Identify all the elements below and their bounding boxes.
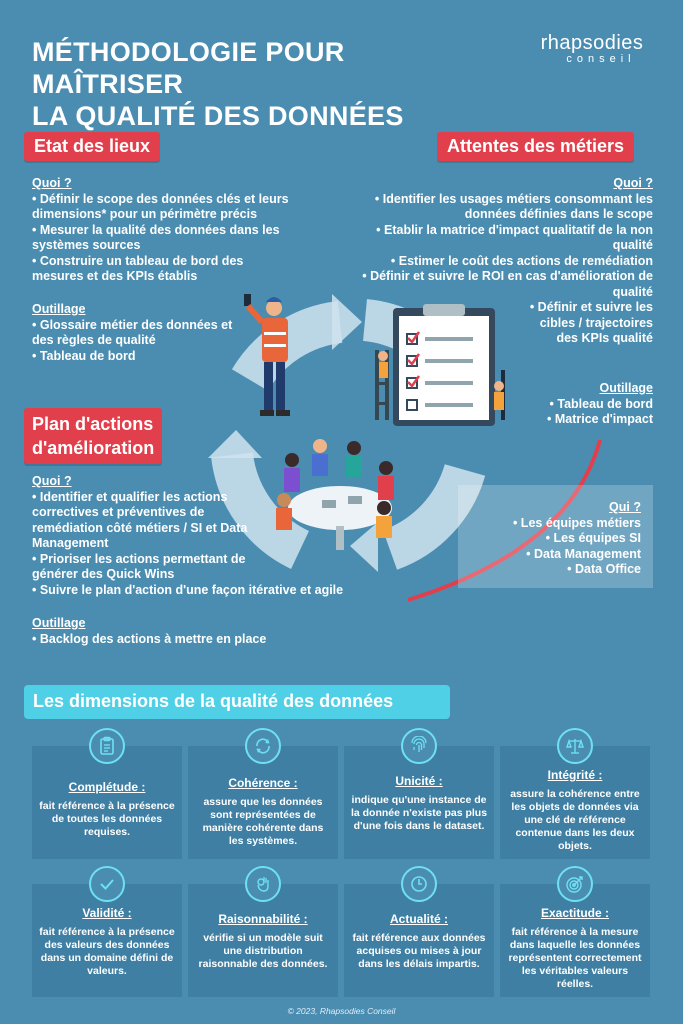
attentes-quoi-item: • Estimer le coût des actions de remédiation [390,253,653,268]
plan-outillage-heading: Outillage [32,616,86,630]
plan-quoi-item: • Prioriser les actions permettant de générer des Quick Wins [32,551,246,581]
dimension-description: assure que les données sont représentées de manière cohérente dans les systèmes. [202,796,324,847]
qui-item: • Les équipes métiers [512,515,641,530]
check-icon [89,866,125,902]
person-with-phone-illustration [238,292,298,422]
attentes-outillage-item: • Tableau de bord [549,396,653,411]
target-icon [557,866,593,902]
attentes-quoi-heading: Quoi ? [613,176,653,190]
ok-hand-icon [245,866,281,902]
attentes-quoi-item: • Identifier les usages métiers consommant les données définies dans le scope [374,191,653,221]
plan-banner-line-1: Plan d'actions [32,414,154,434]
attentes-outillage-heading: Outillage [599,381,653,395]
fingerprint-icon [401,728,437,764]
dimension-description: fait référence à la mesure dans laquelle les données représentent correctement les véritables valeurs réelles. [508,926,642,990]
etat-quoi-block [32,176,312,285]
etat-outillage-block [32,302,247,364]
title-line-2: LA QUALITÉ DES DONNÉES [32,101,404,131]
title-line-1: MÉTHODOLOGIE POUR MAÎTRISER [32,37,345,99]
dimension-title: Actualité : [389,912,448,926]
plan-banner-line-2: d'amélioration [32,438,155,458]
dimension-title: Intégrité : [547,768,603,782]
attentes-quoi-item: • Définir et suivre les cibles / trajectoires des KPIs qualité [529,300,653,345]
qui-block [478,500,641,578]
plan-outillage-item: • Backlog des actions à mettre en place [32,631,267,646]
scales-icon [557,728,593,764]
plan-quoi-item: • Suivre le plan d'action d'une façon itérative et agile [32,582,344,597]
dimension-description: fait référence à la présence de toutes les données requises. [39,800,175,838]
dimension-title: Cohérence : [228,776,298,790]
attentes-outillage-block [503,381,653,428]
etat-outillage-item: • Tableau de bord [32,348,136,363]
dimension-title: Exactitude : [540,906,609,920]
attentes-outillage-item: • Matrice d'impact [547,412,653,426]
etat-quoi-item: • Définir le scope des données clés et leurs dimensions* pour un périmètre précis [32,191,289,221]
dimension-description: fait référence à la présence des valeurs des données dans un domaine défini de valeurs. [39,926,175,977]
qui-item: • Les équipes SI [545,531,641,545]
qui-heading: Qui ? [609,500,641,514]
attentes-quoi-block [343,176,653,347]
plan-outillage-block [32,616,352,647]
etat-outillage-item: • Glossaire métier des données et des règles de qualité [32,317,233,347]
dimensions-banner: Les dimensions de la qualité des données [24,685,450,719]
dimension-description: vérifie si un modèle suit une distribution raisonnable des données. [198,932,328,970]
dimension-title: Raisonnabilité : [218,912,308,926]
logo-main: rhapsodies [540,32,644,54]
plan-quoi-heading: Quoi ? [32,474,72,488]
section-banner-attentes-des-metiers: Attentes des métiers [437,132,634,161]
dimension-title: Validité : [82,906,132,920]
dimension-title: Complétude : [68,780,146,794]
section-banner-etat-des-lieux: Etat des lieux [24,132,160,161]
etat-quoi-item: • Mesurer la qualité des données dans les systèmes sources [32,222,280,252]
dimension-description: indique qu'une instance de la donnée n'existe pas plus d'une fois dans le dataset. [350,794,488,832]
logo-sub: conseil [566,53,636,65]
page-title [32,36,502,132]
etat-quoi-heading: Quoi ? [32,176,72,190]
footer-copyright: © 2023, Rhapsodies Conseil [287,1006,396,1016]
qui-item: • Data Management [526,546,641,561]
dimension-title: Unicité : [395,774,443,788]
attentes-quoi-item: • Etablir la matrice d'impact qualitatif de la non qualité [376,222,653,252]
qui-item: • Data Office [567,562,641,576]
clipboard-icon [89,728,125,764]
logo [528,32,656,65]
clock-icon [401,866,437,902]
dimension-description: assure la cohérence entre les objets de données via une clé de référence contenue dans les deux objets. [510,788,640,852]
dimension-description: fait référence aux données acquises ou mises à jour dans les délais impartis. [352,932,486,970]
plan-quoi-block [32,474,377,598]
section-banner-plan-actions [24,408,162,464]
attentes-quoi-item: • Définir et suivre le ROI en cas d'amélioration de qualité [362,269,653,299]
etat-quoi-item: • Construire un tableau de bord des mesures et des KPIs établis [32,253,244,283]
plan-quoi-item: • Identifier et qualifier les actions correctives et préventives de remédiation côté métiers / SI et Data Management [32,489,248,550]
refresh-icon [245,728,281,764]
etat-outillage-heading: Outillage [32,302,86,316]
